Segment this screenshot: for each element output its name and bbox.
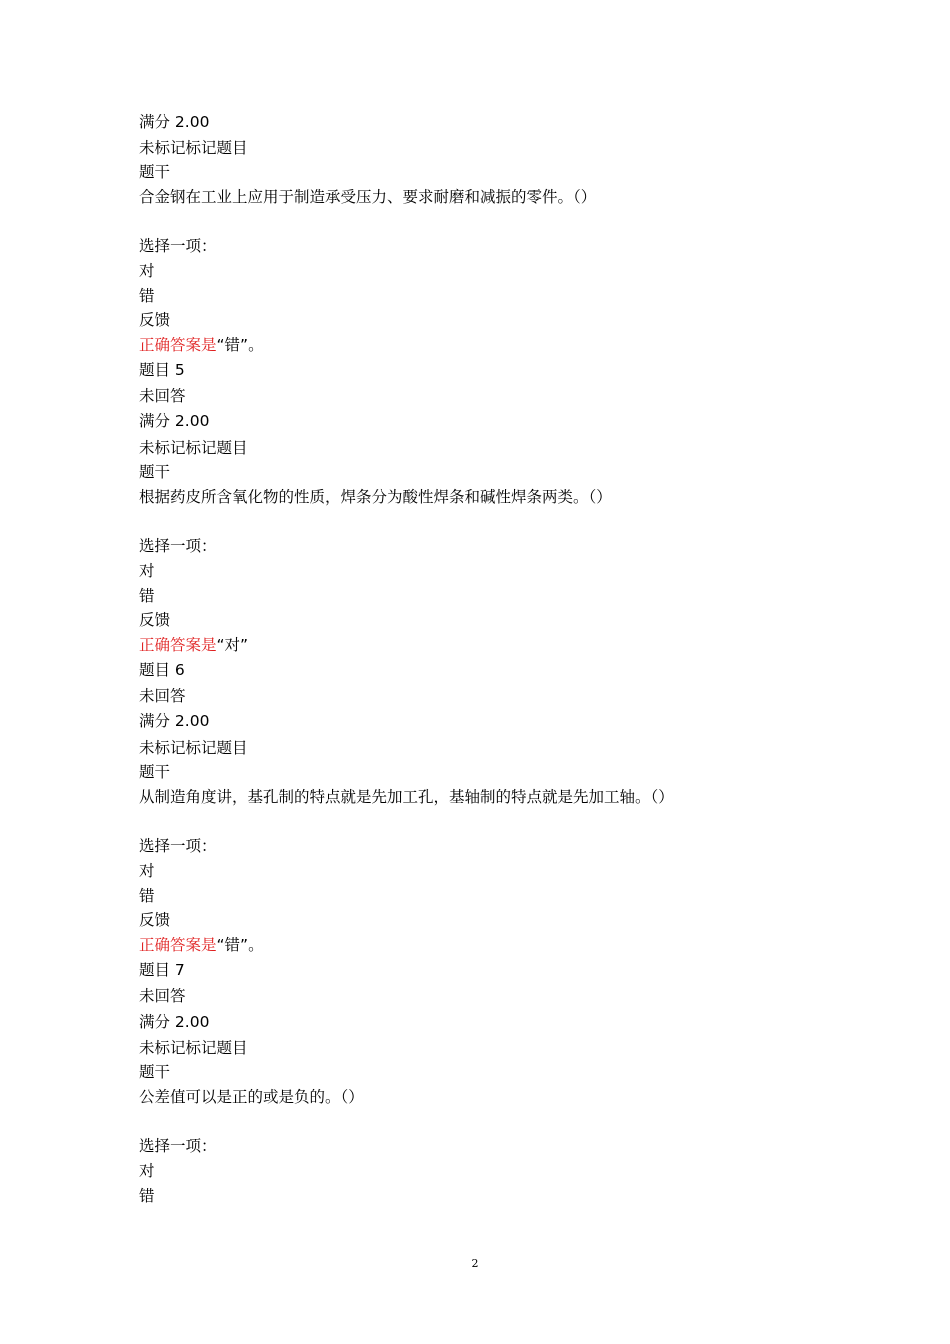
score-text: 满分 2.00 xyxy=(139,113,210,131)
option-false[interactable]: 错 xyxy=(139,587,155,605)
answer-status: 未回答 xyxy=(139,987,186,1005)
question-text: 公差值可以是正的或是负的。（） xyxy=(139,1088,364,1106)
option-false[interactable]: 错 xyxy=(139,887,155,905)
stem-label: 题干 xyxy=(139,1063,171,1081)
score-text: 满分 2.00 xyxy=(139,412,210,430)
question-title: 题目 5 xyxy=(139,361,185,379)
option-false[interactable]: 错 xyxy=(139,287,155,305)
option-true[interactable]: 对 xyxy=(139,262,155,280)
correct-answer xyxy=(139,635,248,655)
choose-prompt: 选择一项： xyxy=(139,537,217,555)
option-true[interactable]: 对 xyxy=(139,862,155,880)
feedback-label: 反馈 xyxy=(139,911,171,929)
flag-question-link[interactable]: 未标记标记题目 xyxy=(139,739,248,757)
flag-question-link[interactable]: 未标记标记题目 xyxy=(139,439,248,457)
correct-answer-label: 正确答案是 xyxy=(139,336,217,354)
question-text: 根据药皮所含氧化物的性质，焊条分为酸性焊条和碱性焊条两类。（） xyxy=(139,488,612,506)
question-title: 题目 6 xyxy=(139,661,185,679)
feedback-label: 反馈 xyxy=(139,611,171,629)
option-true[interactable]: 对 xyxy=(139,562,155,580)
flag-question-link[interactable]: 未标记标记题目 xyxy=(139,1039,248,1057)
question-text: 合金钢在工业上应用于制造承受压力、要求耐磨和减振的零件。（） xyxy=(139,188,597,206)
question-text: 从制造角度讲，基孔制的特点就是先加工孔，基轴制的特点就是先加工轴。（） xyxy=(139,788,674,806)
stem-label: 题干 xyxy=(139,163,171,181)
score-text: 满分 2.00 xyxy=(139,1013,210,1031)
correct-answer xyxy=(139,935,264,955)
correct-answer-value: “错”。 xyxy=(216,936,264,954)
answer-status: 未回答 xyxy=(139,387,186,405)
stem-label: 题干 xyxy=(139,463,171,481)
option-true[interactable]: 对 xyxy=(139,1162,155,1180)
choose-prompt: 选择一项： xyxy=(139,237,217,255)
correct-answer-label: 正确答案是 xyxy=(139,936,217,954)
stem-label: 题干 xyxy=(139,763,171,781)
correct-answer-value: “对” xyxy=(216,636,249,654)
choose-prompt: 选择一项： xyxy=(139,1137,217,1155)
score-text: 满分 2.00 xyxy=(139,712,210,730)
question-title: 题目 7 xyxy=(139,961,185,979)
correct-answer-label: 正确答案是 xyxy=(139,636,217,654)
feedback-label: 反馈 xyxy=(139,311,171,329)
choose-prompt: 选择一项： xyxy=(139,837,217,855)
flag-question-link[interactable]: 未标记标记题目 xyxy=(139,139,248,157)
answer-status: 未回答 xyxy=(139,687,186,705)
correct-answer xyxy=(139,335,264,355)
page-number: 2 xyxy=(471,1257,479,1270)
correct-answer-value: “错”。 xyxy=(216,336,264,354)
option-false[interactable]: 错 xyxy=(139,1187,155,1205)
